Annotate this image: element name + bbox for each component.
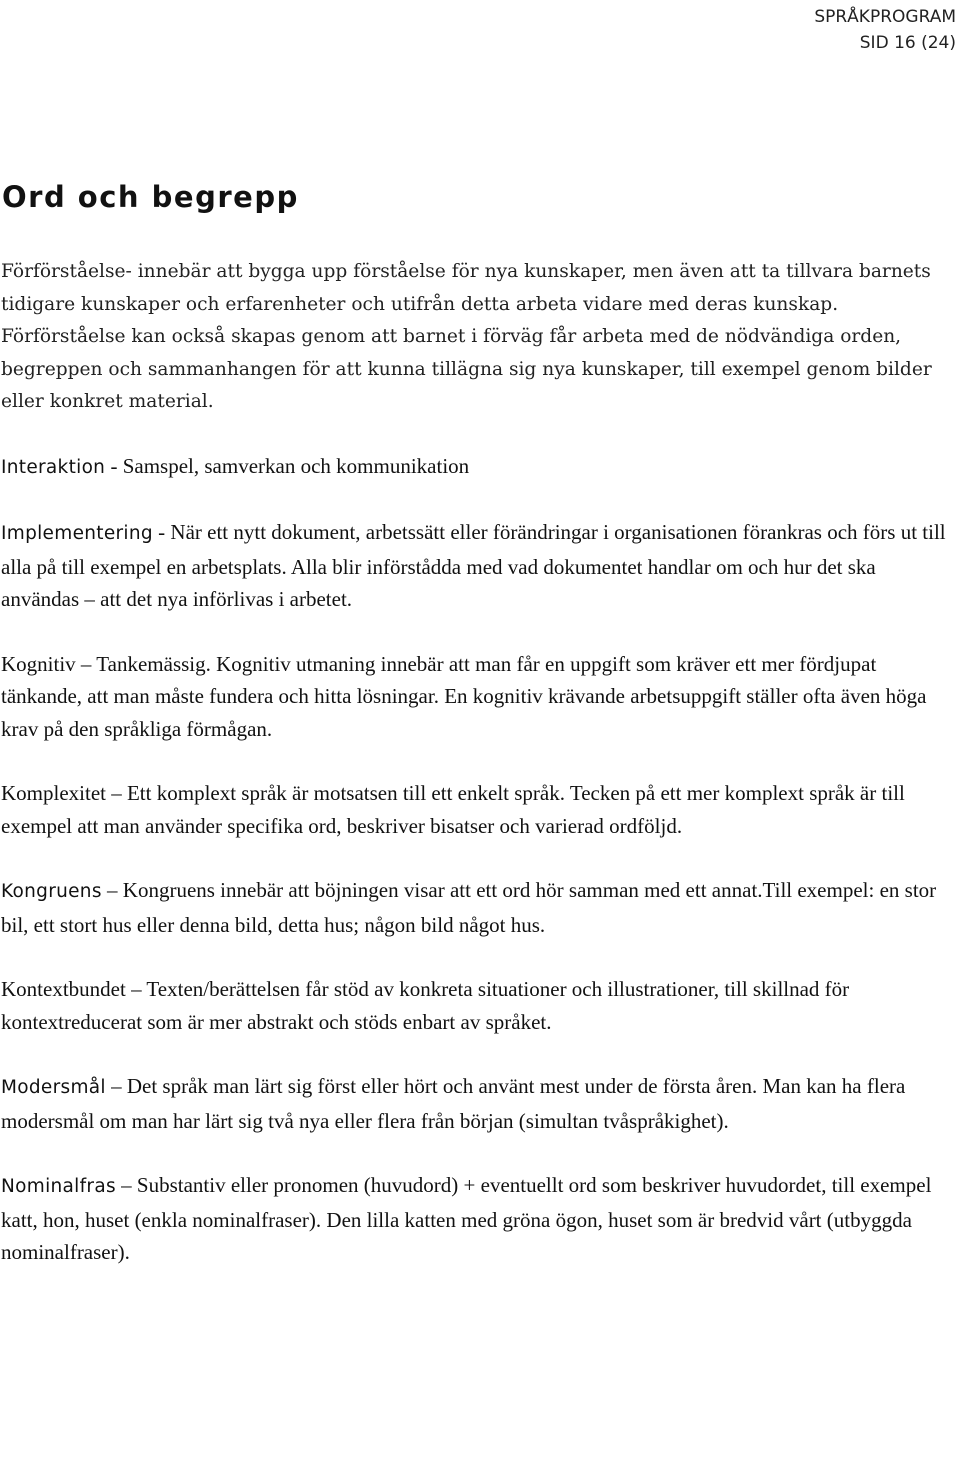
entry-term: Modersmål	[1, 1077, 106, 1098]
entry-term: Nominalfras	[1, 1176, 116, 1197]
entry-text: – Ett komplext språk är motsatsen till ett enkelt språk. Tecken på ett mer komplext språk är till exempel att man använder specifika ord, beskriver bisatser och varierad ordföljd.	[1, 781, 905, 838]
page-number: SID 16 (24)	[859, 33, 956, 53]
entry-text: – Tankemässig. Kognitiv utmaning innebär att man får en uppgift som kräver ett mer fördjupat tänkande, att man måste fundera och hitta lösningar. En kognitiv krävande arbetsuppgift ställer ofta även höga krav på den språkliga förmågan.	[1, 651, 927, 741]
entry-term: Kontextbundet	[1, 977, 126, 1001]
entry-term: Kognitiv	[1, 651, 76, 676]
glossary-entry-forforstaelse	[1, 256, 956, 419]
entry-text: – Substantiv eller pronomen (huvudord) + eventuellt ord som beskriver huvudordet, till exempel katt, hon, huset (enkla nominalfraser). Den lilla katten med gröna ögon, huset som är bredvid vårt (utbyggda nominalfraser).	[1, 1173, 932, 1264]
program-label: SPRÅKPROGRAM	[814, 7, 956, 27]
glossary-entry-modersmal	[1, 1070, 956, 1137]
entry-term: Kongruens	[1, 881, 102, 902]
glossary-entry-kontextbundet	[1, 973, 956, 1038]
glossary-entry-implementering	[1, 516, 956, 616]
glossary-entry-nominalfras	[1, 1169, 956, 1269]
glossary-entry-kongruens	[1, 874, 956, 941]
entry-text: Förförståelse- innebär att bygga upp förståelse för nya kunskaper, men även att ta tillvara barnets tidigare kunskaper och erfarenheter och utifrån detta arbeta vidare med deras kunskap. Förförståelse kan också skapas genom att barnet i förväg får arbeta med de nödvändiga orden, begreppen och sammanhangen för att kunna tillägna sig nya kunskaper, till exempel genom bilder eller konkret material.	[1, 261, 932, 412]
page-title: Ord och begrepp	[2, 180, 299, 214]
entry-text: - När ett nytt dokument, arbetssätt eller förändringar i organisationen förankras och förs ut till alla på till exempel en arbetsplats. Alla blir införstådda med vad dokumentet handlar om och hur det ska användas – att det nya införlivas i arbetet.	[1, 520, 946, 611]
glossary	[1, 256, 956, 1301]
entry-text: – Kongruens innebär att böjningen visar att ett ord hör samman med ett annat.Till exempel: en stor bil, ett stort hus eller denna bild, detta hus; någon bild något hus.	[1, 878, 937, 937]
entry-text: - Samspel, samverkan och kommunikation	[105, 453, 470, 478]
page-header	[814, 4, 956, 56]
entry-term: Implementering	[1, 523, 153, 544]
entry-text: – Det språk man lärt sig först eller hört och använt mest under de första åren. Man kan ha flera modersmål om man har lärt sig två nya eller flera från början (simultan tvåspråkighet).	[1, 1074, 906, 1133]
entry-term: Interaktion	[1, 456, 106, 478]
glossary-entry-interaktion	[1, 450, 956, 485]
glossary-entry-komplexitet	[1, 777, 956, 842]
entry-term: Komplexitet	[1, 781, 106, 805]
entry-text: – Texten/berättelsen får stöd av konkreta situationer och illustrationer, till skillnad för kontextreducerat som är mer abstrakt och stöds enbart av språket.	[1, 977, 850, 1034]
glossary-entry-kognitiv	[1, 648, 956, 746]
